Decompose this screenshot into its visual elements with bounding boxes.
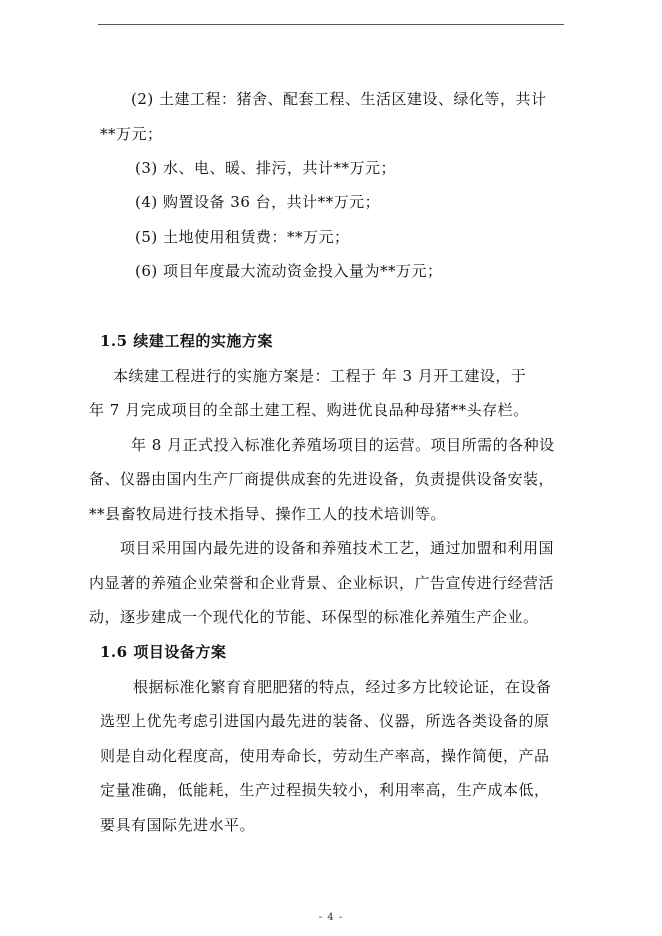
section-heading-1-6: 1.6 项目设备方案	[100, 643, 227, 661]
paragraph-line: 本续建工程进行的实施方案是：工程于 年 3 月开工建设，于	[113, 367, 527, 385]
paragraph-line: 定量准确，低能耗，生产过程损失较小，利用率高，生产成本低，	[100, 781, 550, 799]
header-rule	[98, 24, 564, 25]
list-item-5: (5) 土地使用租赁费：**万元；	[135, 228, 350, 246]
list-item-6: (6) 项目年度最大流动资金投入量为**万元；	[135, 262, 443, 280]
list-item-2-continuation: **万元；	[100, 125, 163, 143]
paragraph-line: 选型上优先考虑引进国内最先进的装备、仪器，所选各类设备的原	[100, 712, 550, 730]
paragraph-line: 根据标准化繁育育肥肥猪的特点，经过多方比较论证，在设备	[133, 678, 552, 696]
paragraph-line: 备、仪器由国内生产厂商提供成套的先进设备，负责提供设备安装，	[89, 470, 555, 488]
paragraph-line: 要具有国际先进水平。	[100, 816, 256, 834]
paragraph-line: 则是自动化程度高，使用寿命长，劳动生产率高，操作简便，产品	[100, 747, 550, 765]
section-heading-1-5: 1.5 续建工程的实施方案	[100, 332, 273, 350]
list-item-4: (4) 购置设备 36 台，共计**万元；	[135, 193, 381, 211]
paragraph-line: 内显著的养殖企业荣誉和企业背景、企业标识，广告宣传进行经营活	[89, 574, 555, 592]
page-number: - 4 -	[318, 912, 344, 923]
list-item-3: (3) 水、电、暖、排污，共计**万元；	[135, 159, 397, 177]
list-item-2: (2) 土建工程：猪舍、配套工程、生活区建设、绿化等，共计	[131, 90, 547, 108]
paragraph-line: 动，逐步建成一个现代化的节能、环保型的标准化养殖生产企业。	[89, 608, 539, 626]
paragraph-line: 年 8 月正式投入标准化养殖场项目的运营。项目所需的各种设	[131, 436, 555, 454]
paragraph-line: **县畜牧局进行技术指导、操作工人的技术培训等。	[89, 505, 447, 523]
paragraph-line: 项目采用国内最先进的设备和养殖技术工艺，通过加盟和利用国	[120, 539, 555, 557]
paragraph-line: 年 7 月完成项目的全部土建工程、购进优良品种母猪**头存栏。	[89, 401, 529, 419]
